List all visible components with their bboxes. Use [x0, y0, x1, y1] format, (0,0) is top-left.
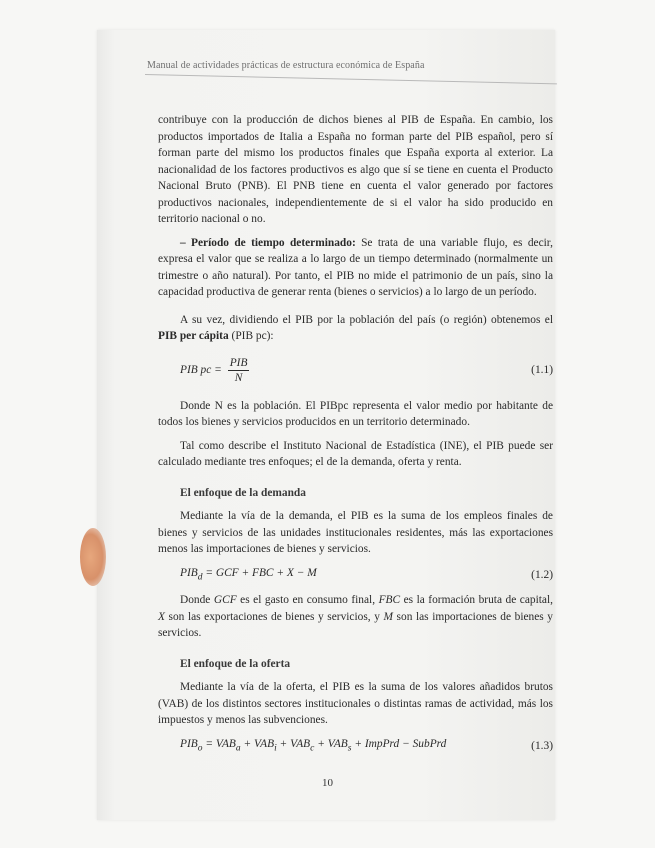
eq3-sub-i: i — [274, 743, 277, 754]
def-m: M — [383, 610, 393, 623]
equation-1-1 — [158, 351, 553, 391]
running-header: Manual de actividades prácticas de estructura económica de España — [147, 60, 425, 71]
def-text-a: Donde — [180, 594, 214, 607]
eq3-vab-i: + VAB — [240, 737, 275, 750]
eq3-sub: o — [197, 743, 203, 754]
eq1-fraction — [228, 356, 250, 385]
page-number: 10 — [322, 777, 333, 789]
periodo-text: Se trata de una variable flujo, es decir, expresa el valor que se realiza a lo largo de un tiempo determinado (normalmente un trimestre o año natural). Por tanto, el PIB no mide el patrimonio de un país, sino la capacidad productiva de generar renta (bienes o servicios) a lo largo de un período. — [158, 236, 553, 298]
eq2-pib: PIB — [180, 566, 198, 579]
page-body — [158, 112, 553, 757]
thumb-shadow — [80, 528, 106, 586]
def-text-e: son las importaciones de bienes y servicios. — [158, 610, 553, 640]
term-periodo: – Período de tiempo determinado: — [180, 236, 356, 249]
paragraph-definiciones — [158, 592, 553, 642]
eq2-rhs: = GCF + FBC + X − M — [202, 566, 317, 579]
def-text-c: es la formación bruta de capital, — [400, 594, 553, 607]
paragraph-poblacion: Donde N es la población. El PIBpc representa el valor medio por habitante de todos los bienes y servicios producidos en un territorio determinado. — [158, 399, 553, 428]
def-gcf: GCF — [213, 594, 237, 607]
equation-1-2-number: (1.2) — [531, 568, 553, 581]
paragraph-demanda: Mediante la vía de la demanda, el PIB es la suma de los empleos finales de bienes y servicios de las unidades institucionales residentes, más las exportaciones menos las importaciones de bienes y servicios. — [158, 510, 553, 555]
eq3-pib: PIB — [180, 737, 198, 750]
paragraph-pib-per-capita — [158, 312, 553, 345]
eq3-vab-a: = VAB — [202, 737, 236, 750]
pc-text-a: A su vez, dividiendo el PIB por la población del país (o región) obtenemos el — [180, 313, 553, 326]
paragraph-pnb: contribuye con la producción de dichos bienes al PIB de España. En cambio, los productos importados de Italia a España no forman parte del PIB español, pero sí forman parte del mismo los productos finales que España exporta al exterior. La nacionalidad de los factores productivos es algo que sí se tiene en cuenta el Producto Nacional Bruto (PNB). El PNB tiene en cuenta el valor generado por factores productivos nacionales, independientemente de si el valor ha sido producido en territorio nacional o no. — [158, 114, 553, 225]
equation-1-3-number: (1.3) — [531, 739, 553, 752]
def-x: X — [158, 610, 165, 623]
pc-text-b: (PIB pc): — [228, 330, 274, 342]
section-title-demanda: El enfoque de la demanda — [180, 486, 306, 499]
paragraph-ine: Tal como describe el Instituto Nacional de Estadística (INE), el PIB puede ser calculado mediante tres enfoques; el de la demanda, oferta y renta. — [158, 439, 553, 468]
equation-1-2-formula — [180, 565, 317, 586]
eq3-sub-a: a — [235, 743, 241, 754]
eq3-rest: + ImpPrd − SubPrd — [351, 737, 447, 750]
def-fbc: FBC — [378, 594, 401, 607]
eq3-sub-s: s — [347, 743, 352, 754]
equation-1-1-formula — [180, 356, 249, 385]
equation-1-1-number: (1.1) — [531, 364, 553, 377]
eq1-lhs: PIB pc = — [180, 364, 222, 377]
equation-1-2 — [158, 565, 553, 586]
def-text-d: son las exportaciones de bienes y servicios, y — [164, 610, 384, 623]
equation-1-3-formula — [180, 736, 446, 757]
eq3-vab-s: + VAB — [314, 737, 348, 750]
eq3-sub-c: c — [310, 743, 315, 754]
paragraph-oferta: Mediante la vía de la oferta, el PIB es la suma de los valores añadidos brutos (VAB) de los distintos sectores institucionales o distintas ramas de actividad, más los impuestos y menos las subvenciones. — [158, 681, 553, 727]
def-text-b: es el gasto en consumo final, — [236, 594, 379, 607]
eq3-vab-c: + VAB — [276, 737, 311, 750]
eq1-numerator: PIB — [229, 357, 248, 369]
equation-1-3 — [158, 736, 553, 757]
eq1-denominator: N — [234, 372, 243, 384]
section-title-oferta: El enfoque de la oferta — [180, 657, 291, 670]
term-pib-per-capita: PIB per cápita — [158, 330, 229, 342]
paragraph-periodo — [158, 235, 553, 301]
eq2-sub: d — [197, 571, 203, 582]
